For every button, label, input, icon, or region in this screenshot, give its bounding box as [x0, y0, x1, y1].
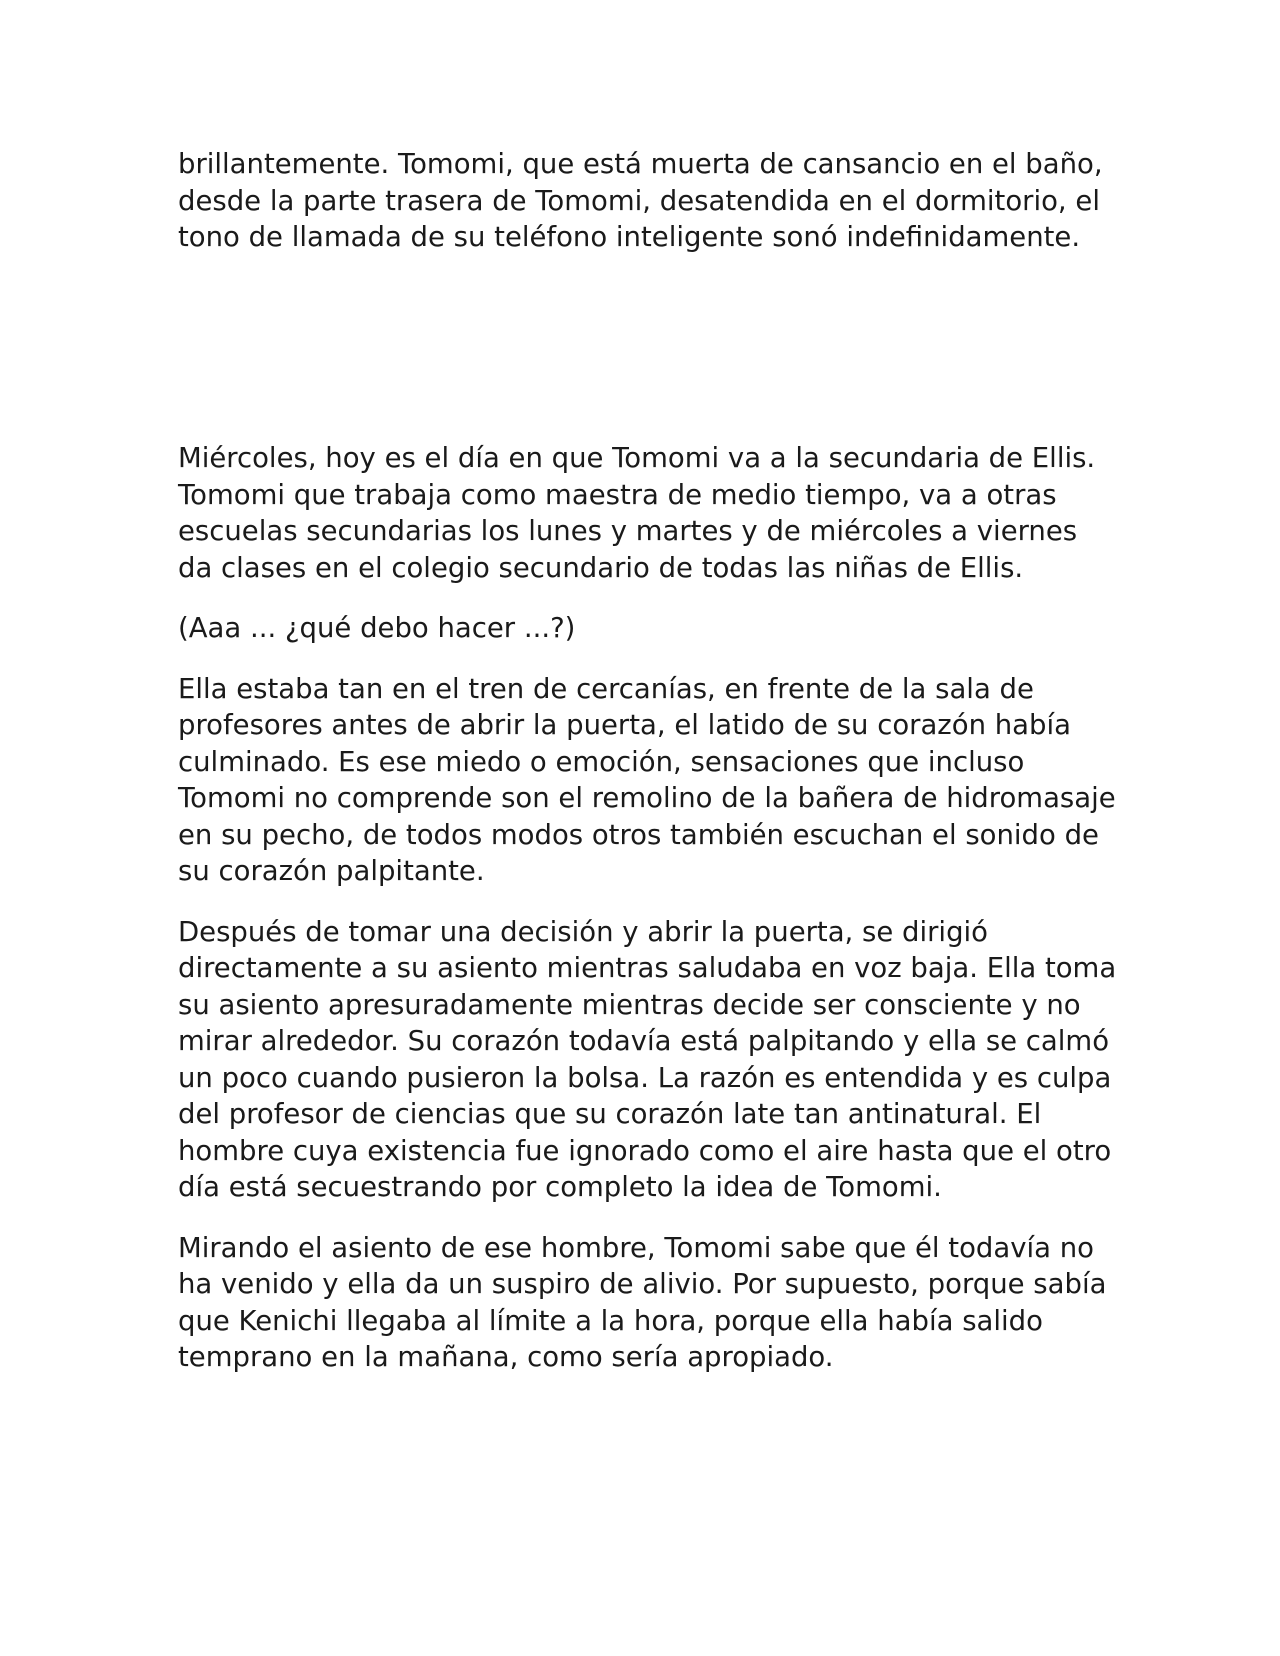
text-block-main: [178, 440, 1118, 1376]
paragraph: Mirando el asiento de ese hombre, Tomomi sabe que él todavía no ha venido y ella da un suspiro de alivio. Por supuesto, porque sabía que Kenichi llegaba al límite a la hora, porque ella había salido temprano en la mañana, como sería apropiado.: [178, 1231, 1107, 1373]
text-block-continuation: [178, 146, 1118, 256]
paragraph: Ella estaba tan en el tren de cercanías, en frente de la sala de profesores antes de abrir la puerta, el latido de su corazón había culminado. Es ese miedo o emoción, sensaciones que incluso Tomomi no comprende son el remolino de la bañera de hidromasaje en su pecho, de todos modos otros también escuchan el sonido de su corazón palpitante.: [178, 672, 1116, 887]
paragraph: Miércoles, hoy es el día en que Tomomi va a la secundaria de Ellis. Tomomi que trabaja como maestra de medio tiempo, va a otras escuelas secundarias los lunes y martes y de miércoles a viernes da clases en el colegio secundario de todas las niñas de Ellis.: [178, 442, 1096, 584]
paragraph: brillantemente. Tomomi, que está muerta de cansancio en el baño, desde la parte trasera de Tomomi, desatendida en el dormitorio, el tono de llamada de su teléfono inteligente sonó indefinidamente.: [178, 148, 1103, 253]
paragraph-thought: (Aaa ... ¿qué debo hacer ...?): [178, 612, 576, 644]
paragraph: Después de tomar una decisión y abrir la puerta, se dirigió directamente a su asiento mientras saludaba en voz baja. Ella toma su asiento apresuradamente mientras decide ser consciente y no mirar alrededor. Su corazón todavía está palpitando y ella se calmó un poco cuando pusieron la bolsa. La razón es entendida y es culpa del profesor de ciencias que su corazón late tan antinatural. El hombre cuya existencia fue ignorado como el aire hasta que el otro día está secuestrando por completo la idea de Tomomi.: [178, 915, 1117, 1203]
